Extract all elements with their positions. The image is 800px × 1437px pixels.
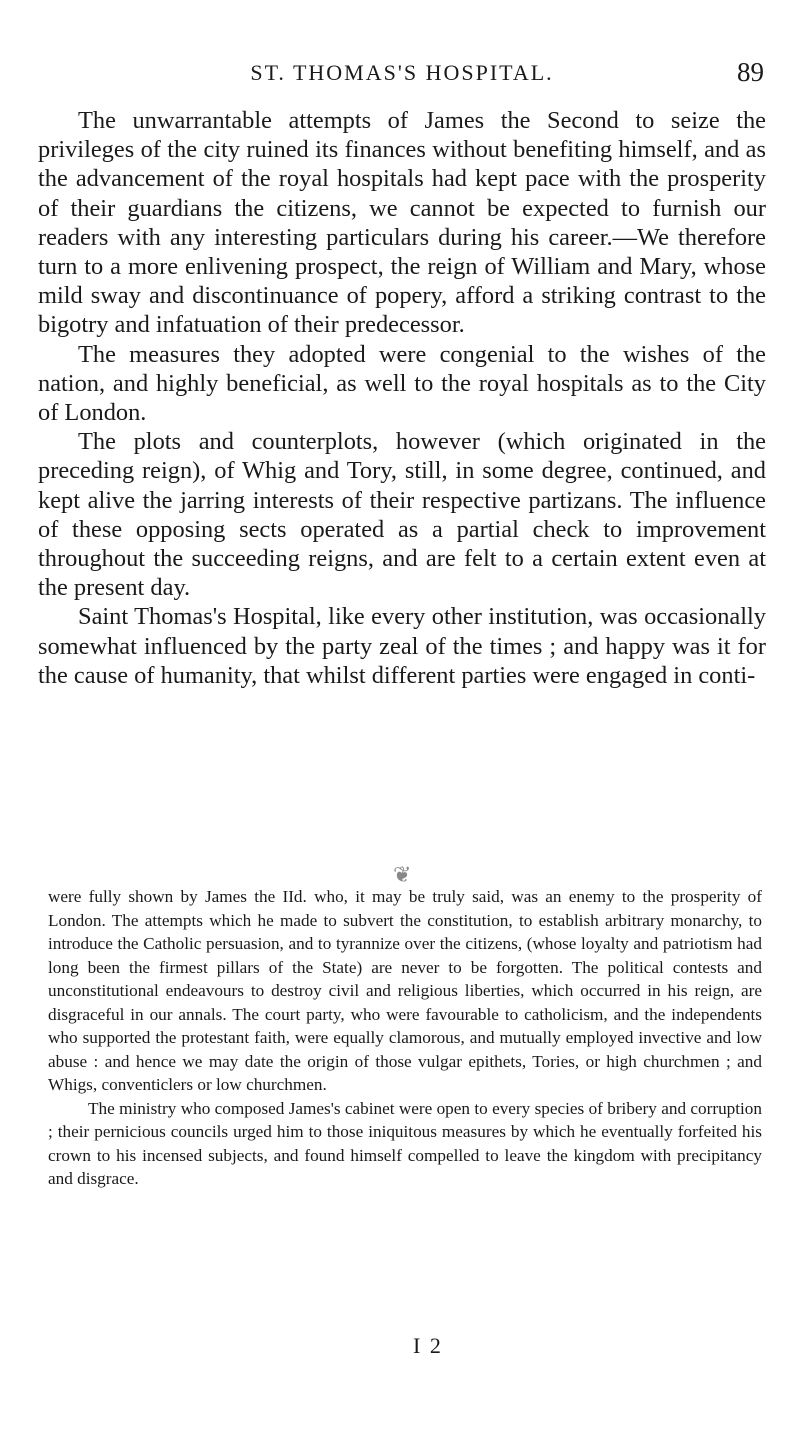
- footnote-paragraph-1: were fully shown by James the IId. who, it may be truly said, was an enemy to the prosperity of London. The attempts which he made to subvert the constitution, to establish arbitrary monarchy, to introduce the Catholic persuasion, and to tyrannize over the citizens, (whose loyalty and patriotism had long been the firmest pillars of the State) are never to be forgotten. The political contests and unconstitutional endeavours to destroy civil and religious liberties, which occurred in his reign, are disgraceful in our annals. The court party, who were favourable to catholicism, and the independents who supported the protestant faith, were equally clamorous, and mutually employed invective and low abuse : and hence we may date the origin of those vulgar epithets, Tories, or high churchmen ; and Whigs, conventiclers or low churchmen.: [48, 887, 762, 1094]
- body-paragraph-2: The measures they adopted were congenial to the wishes of the nation, and highly beneficial, as well to the royal hospitals as to the City of London.: [38, 340, 766, 427]
- body-paragraph-4: Saint Thomas's Hospital, like every other institution, was occasionally somewhat influenced by the party zeal of the times ; and happy was it for the cause of humanity, that whilst different parties were engaged in conti-: [38, 603, 766, 689]
- main-text: [38, 106, 766, 690]
- stain-mark-icon: ❦: [393, 862, 412, 887]
- running-head: [38, 57, 766, 94]
- footnote-block: [48, 885, 762, 1191]
- page-number: 89: [737, 57, 764, 87]
- book-page: [38, 0, 766, 1437]
- body-paragraph-1: The unwarrantable attempts of James the Second to seize the privileges of the city ruined its finances without benefiting himself, and as the advancement of the royal hospitals had kept pace with the prosperity of their guardians the citizens, we cannot be expected to furnish our readers with any interesting particulars during his career.—We therefore turn to a more enlivening prospect, the reign of William and Mary, whose mild sway and discontinuance of popery, afford a striking contrast to the bigotry and infatuation of their predecessor.: [38, 107, 766, 339]
- signature-mark: I 2: [413, 1333, 443, 1358]
- footnote-paragraph-2: The ministry who composed James's cabinet were open to every species of bribery and corruption ; their pernicious councils urged him to those iniquitous measures by which he eventually forfeited his crown to his incensed subjects, and found himself compelled to leave the kingdom with precipitancy and disgrace.: [48, 1098, 762, 1188]
- running-title: ST. THOMAS'S HOSPITAL.: [250, 60, 554, 85]
- body-paragraph-3: The plots and counterplots, however (which originated in the preceding reign), of Whig and Tory, still, in some degree, continued, and kept alive the jarring interests of their respective partizans. The influence of these opposing sects operated as a partial check to improvement throughout the succeeding reigns, and are felt to a certain extent even at the present day.: [38, 428, 766, 602]
